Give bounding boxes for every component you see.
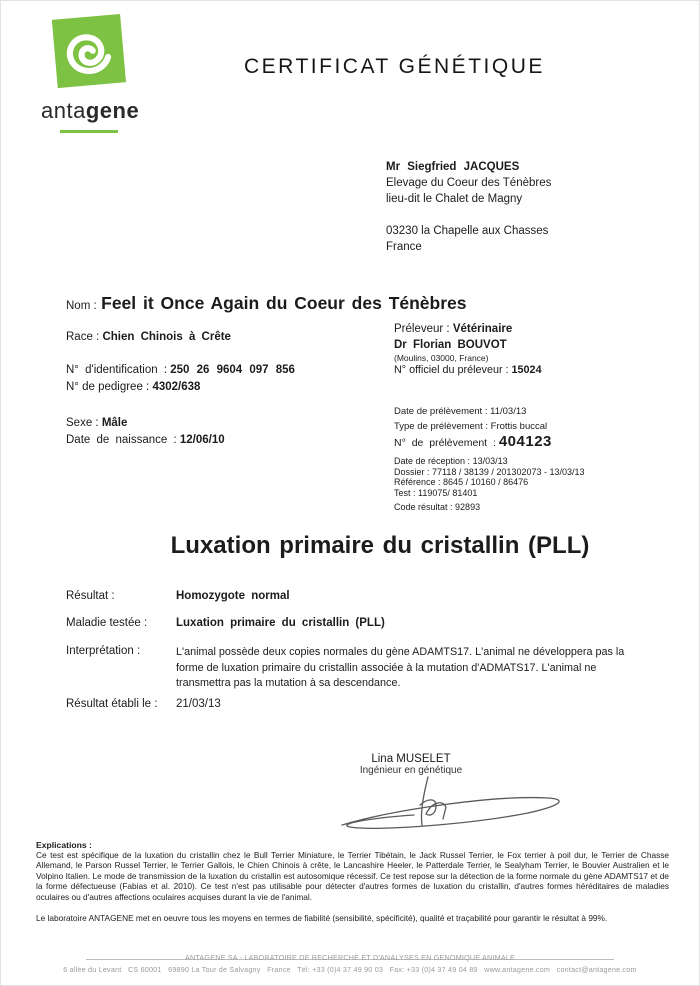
explications-guarantee: Le laboratoire ANTAGENE met en oeuvre tous les moyens en termes de fiabilité (sensibilité, spécificité), qualité et traçabilité pour garantir le résultat à 99%. bbox=[36, 913, 608, 924]
date-prelevement-row bbox=[394, 406, 526, 417]
preleveur-label: Préleveur : bbox=[394, 323, 450, 335]
interpretation-row bbox=[66, 645, 641, 692]
sexe-label: Sexe : bbox=[66, 417, 99, 429]
sexe-row bbox=[66, 417, 127, 429]
type-prelevement-value: Frottis buccal bbox=[490, 421, 548, 432]
num-prelevement-value: 404123 bbox=[498, 433, 552, 450]
preleveur-row bbox=[394, 323, 512, 335]
identification-label: N° d'identification : bbox=[66, 364, 168, 376]
resultat-row bbox=[66, 590, 646, 602]
type-prelevement-label: Type de prélèvement : bbox=[394, 421, 488, 432]
preleveur-officiel-row bbox=[394, 364, 542, 376]
preleveur-type: Vétérinaire bbox=[452, 323, 513, 335]
preleveur-doctor: Dr Florian BOUVOT bbox=[394, 339, 507, 351]
explications-section bbox=[36, 840, 669, 923]
date-prelevement-label: Date de prélèvement : bbox=[394, 406, 488, 417]
sexe-value: Mâle bbox=[101, 417, 128, 429]
brand-bold: gene bbox=[85, 98, 140, 123]
explications-paragraph: Ce test est spécifique de la luxation du cristallin chez le Bull Terrier Miniature, le Terrier Tibétain, le Jack Russel Terrier, le Fox terrier à poil dur, le Terrier de Chasse Allemand, le Parson Russel Terrier, le Terrier Gallois, le Chien Chinois à crête, le Lancashire Heeler, le Patterdale Terrier, le Sealyham Terrier, le Bouvier Australien et le Volpino Italien. Le mode de transmission de la luxation du cristallin est autosomique récessif. Ce test repose sur la détection de la forme normale du gène ADAMTS17 et de la forme défectueuse (Fabias et al. 2010). Ce test n'est pas utilisable pour détecter d'autres formes de luxation du cristallin, d'autres formes héréditaires de maladies oculaires ou d'autres affections oculaires acquises durant la vie de l'animal. bbox=[36, 850, 669, 902]
interpretation-text: L'animal possède deux copies normales du gène ADAMTS17. L'animal ne développera pas la forme de luxation primaire du cristallin associée à la mutation d'ADMATS17. L'animal ne transmettra pas la mutation à sa descendance. bbox=[176, 646, 625, 689]
antagene-spiral-icon bbox=[41, 13, 137, 91]
code-resultat-row: Code résultat : 92893 bbox=[394, 502, 481, 512]
preleveur-location: (Moulins, 03000, France) bbox=[394, 353, 489, 363]
dossier-row: Dossier : 77118 / 38139 / 201302073 - 13/03/13 bbox=[394, 466, 585, 477]
recipient-line: France bbox=[386, 241, 422, 253]
signatory-title: Ingénieur en génétique bbox=[359, 765, 463, 776]
test-row: Test : 119075/ 81401 bbox=[394, 487, 478, 498]
num-prelevement-row bbox=[394, 433, 552, 450]
brand-wordmark bbox=[41, 98, 140, 124]
race-label: Race : bbox=[66, 331, 100, 343]
etabli-row bbox=[66, 698, 646, 710]
recipient-name: Mr Siegfried JACQUES bbox=[386, 161, 520, 173]
animal-name-row bbox=[66, 293, 467, 314]
identification-value: 250 26 9604 097 856 bbox=[170, 364, 295, 376]
race-row bbox=[66, 331, 231, 343]
interpretation-label: Interprétation : bbox=[66, 645, 141, 657]
preleveur-officiel-value: 15024 bbox=[511, 364, 542, 376]
reception-row: Date de réception : 13/03/13 bbox=[394, 456, 508, 466]
maladie-row bbox=[66, 617, 646, 629]
naissance-value: 12/06/10 bbox=[179, 434, 225, 446]
recipient-address bbox=[386, 159, 551, 255]
resultat-value: Homozygote normal bbox=[176, 590, 290, 602]
nom-label: Nom : bbox=[66, 300, 97, 312]
type-prelevement-row bbox=[394, 421, 547, 432]
antagene-logo bbox=[41, 13, 151, 133]
reference-row: Référence : 8645 / 10160 / 86476 bbox=[394, 477, 529, 487]
footer-address-line: 6 allée du Levant CS 60001 69890 La Tour de Salvagny France Tél: +33 (0)4 37 49 90 03 Fax: +33 (0)4 37 49 04 89 www.antagene.com contact@antagene.com bbox=[63, 965, 637, 974]
naissance-row bbox=[66, 434, 225, 446]
nom-value: Feel it Once Again du Coeur des Ténèbres bbox=[101, 293, 467, 313]
pedigree-row bbox=[66, 381, 200, 393]
pedigree-label: N° de pedigree : bbox=[66, 381, 150, 393]
signature-image bbox=[336, 773, 571, 835]
recipient-line: Elevage du Coeur des Ténèbres bbox=[386, 177, 552, 189]
certificate-title: CERTIFICAT GÉNÉTIQUE bbox=[244, 55, 545, 78]
etabli-value: 21/03/13 bbox=[176, 698, 221, 710]
date-prelevement-value: 11/03/13 bbox=[490, 406, 527, 417]
recipient-line: lieu-dit le Chalet de Magny bbox=[386, 193, 523, 205]
maladie-label: Maladie testée : bbox=[66, 617, 148, 629]
maladie-value: Luxation primaire du cristallin (PLL) bbox=[176, 617, 385, 629]
signatory-name: Lina MUSELET bbox=[371, 753, 451, 765]
identification-row bbox=[66, 364, 295, 376]
race-value: Chien Chinois à Crête bbox=[102, 331, 231, 343]
dossier-block bbox=[394, 456, 585, 513]
preleveur-officiel-label: N° officiel du préleveur : bbox=[394, 364, 509, 376]
recipient-line: 03230 la Chapelle aux Chasses bbox=[386, 225, 549, 237]
etabli-label: Résultat établi le : bbox=[66, 698, 158, 710]
pedigree-value: 4302/638 bbox=[152, 381, 201, 393]
explications-header: Explications : bbox=[36, 840, 92, 850]
disease-title: Luxation primaire du cristallin (PLL) bbox=[170, 532, 590, 559]
resultat-label: Résultat : bbox=[66, 590, 115, 602]
num-prelevement-label: N° de prélèvement : bbox=[394, 437, 496, 449]
brand-underline bbox=[60, 130, 118, 133]
naissance-label: Date de naissance : bbox=[66, 434, 177, 446]
footer-company-line: ANTAGENE SA - LABORATOIRE DE RECHERCHE ET D'ANALYSES EN GENOMIQUE ANIMALE bbox=[184, 953, 516, 962]
brand-light: anta bbox=[41, 98, 86, 123]
